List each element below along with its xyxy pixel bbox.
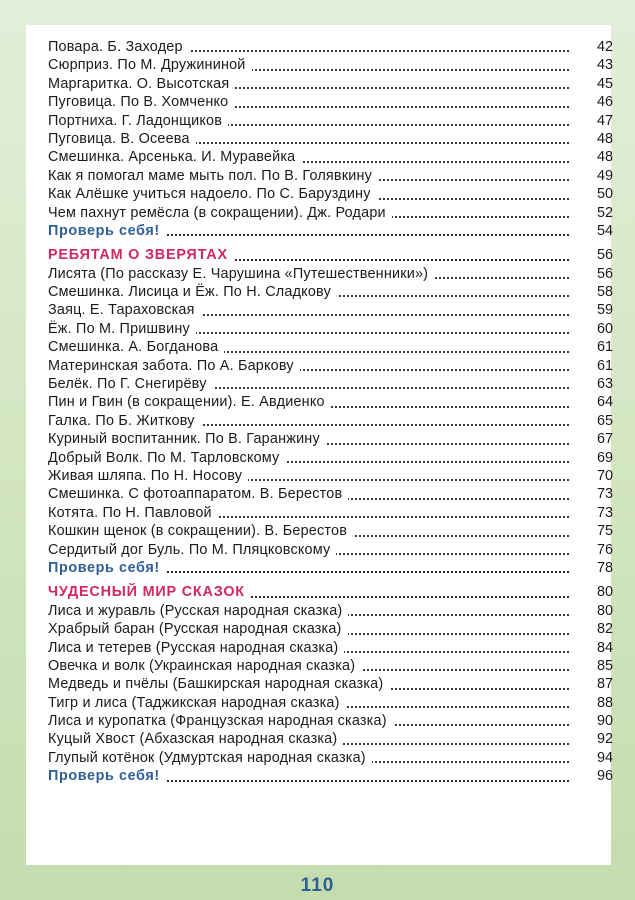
entry-title: Проверь себя! (48, 767, 166, 785)
entry-page: 70 (596, 467, 613, 484)
entry-page: 80 (596, 584, 613, 601)
toc-entry (48, 712, 613, 730)
entry-title: Куриный воспитанник. По В. Гаранжину (48, 430, 326, 448)
entry-title: Чем пахнут ремёсла (в сокращении). Дж. Родари (48, 204, 392, 222)
check-yourself-entry (48, 559, 613, 577)
entry-page: 73 (596, 486, 613, 503)
toc-entry (48, 320, 613, 338)
toc-entry (48, 504, 613, 522)
toc-entry (48, 602, 613, 620)
entry-title: Лисята (По рассказу Е. Чарушина «Путешественники») (48, 265, 434, 283)
entry-title: Смешинка. С фотоаппаратом. В. Берестов (48, 485, 348, 503)
toc-entry (48, 657, 613, 675)
entry-title: Проверь себя! (48, 222, 166, 240)
toc-entry (48, 730, 613, 748)
entry-page: 85 (596, 657, 613, 674)
entry-title: Пуговица. В. Осеева (48, 130, 196, 148)
entry-title: Лиса и тетерев (Русская народная сказка) (48, 639, 344, 657)
entry-page: 56 (596, 247, 613, 264)
entry-title: Смешинка. А. Богданова (48, 338, 224, 356)
toc-entry (48, 449, 613, 467)
toc-entry (48, 130, 613, 148)
entry-title: Сюрприз. По М. Дружининой (48, 56, 252, 74)
entry-title: Сердитый дог Буль. По М. Пляцковскому (48, 541, 336, 559)
section-heading (48, 583, 613, 601)
entry-title: Портниха. Г. Ладонщиков (48, 112, 228, 130)
toc-entry (48, 485, 613, 503)
entry-page: 49 (596, 167, 613, 184)
toc-entry (48, 375, 613, 393)
entry-page: 58 (596, 284, 613, 301)
entry-page: 50 (596, 186, 613, 203)
entry-page: 69 (596, 449, 613, 466)
entry-page: 90 (596, 713, 613, 730)
entry-page: 65 (596, 412, 613, 429)
entry-title: Смешинка. Лисица и Ёж. По Н. Сладкову (48, 283, 337, 301)
section-heading (48, 246, 613, 264)
entry-title: Кошкин щенок (в сокращении). В. Берестов (48, 522, 353, 540)
toc-entry (48, 56, 613, 74)
toc-entry (48, 357, 613, 375)
entry-title: Галка. По Б. Житкову (48, 412, 201, 430)
toc-entry (48, 283, 613, 301)
entry-page: 84 (596, 639, 613, 656)
entry-page: 48 (596, 149, 613, 166)
entry-title: Котята. По Н. Павловой (48, 504, 218, 522)
entry-title: Лиса и куропатка (Французская народная сказка) (48, 712, 393, 730)
toc-entry (48, 430, 613, 448)
entry-page: 92 (596, 731, 613, 748)
entry-page: 45 (596, 75, 613, 92)
toc-entry (48, 93, 613, 111)
entry-page: 47 (596, 112, 613, 129)
toc-entry (48, 112, 613, 130)
entry-page: 61 (596, 339, 613, 356)
entry-title: Глупый котёнок (Удмуртская народная сказка) (48, 749, 372, 767)
toc-entry (48, 265, 613, 283)
toc-entry (48, 204, 613, 222)
entry-page: 73 (596, 504, 613, 521)
entry-page: 80 (596, 602, 613, 619)
entry-page: 61 (596, 357, 613, 374)
entry-page: 88 (596, 694, 613, 711)
toc-entry (48, 38, 613, 56)
toc-entry (48, 167, 613, 185)
entry-page: 46 (596, 94, 613, 111)
check-yourself-entry (48, 767, 613, 785)
toc-entry (48, 749, 613, 767)
toc-entry (48, 301, 613, 319)
entry-title: Куцый Хвост (Абхазская народная сказка) (48, 730, 343, 748)
entry-title: Заяц. Е. Тараховская (48, 301, 201, 319)
entry-page: 87 (596, 676, 613, 693)
entry-page: 78 (596, 559, 613, 576)
entry-page: 96 (596, 768, 613, 785)
entry-title: Тигр и лиса (Таджикская народная сказка) (48, 694, 346, 712)
toc-entry (48, 148, 613, 166)
entry-title: ЧУДЕСНЫЙ МИР СКАЗОК (48, 583, 251, 601)
entry-title: Смешинка. Арсенька. И. Муравейка (48, 148, 301, 166)
toc-entry (48, 75, 613, 93)
entry-page: 60 (596, 320, 613, 337)
entry-title: Белёк. По Г. Снегирёву (48, 375, 213, 393)
entry-page: 54 (596, 222, 613, 239)
entry-title: Как я помогал маме мыть пол. По В. Голявкину (48, 167, 378, 185)
entry-title: Храбрый баран (Русская народная сказка) (48, 620, 348, 638)
entry-page: 42 (596, 39, 613, 55)
entry-page: 67 (596, 431, 613, 448)
toc-entry (48, 639, 613, 657)
entry-title: Пуговица. По В. Хомченко (48, 93, 234, 111)
toc-entry (48, 412, 613, 430)
entry-page: 56 (596, 265, 613, 282)
toc-entry (48, 620, 613, 638)
entry-title: Медведь и пчёлы (Башкирская народная сказка) (48, 675, 389, 693)
entry-page: 59 (596, 302, 613, 319)
entry-title: Маргаритка. О. Высотская (48, 75, 235, 93)
toc-entry (48, 694, 613, 712)
entry-page: 43 (596, 57, 613, 74)
toc-entry (48, 338, 613, 356)
entry-title: Проверь себя! (48, 559, 166, 577)
page-number: 110 (300, 875, 335, 896)
entry-page: 52 (596, 204, 613, 221)
entry-page: 48 (596, 130, 613, 147)
entry-title: Материнская забота. По А. Баркову (48, 357, 300, 375)
entry-page: 63 (596, 376, 613, 393)
toc-entry (48, 467, 613, 485)
toc-entry (48, 522, 613, 540)
entry-title: Добрый Волк. По М. Тарловскому (48, 449, 285, 467)
entry-page: 82 (596, 621, 613, 638)
entry-page: 75 (596, 523, 613, 540)
entry-title: Живая шляпа. По Н. Носову (48, 467, 248, 485)
entry-title: РЕБЯТАМ О ЗВЕРЯТАХ (48, 246, 234, 264)
entry-title: Овечка и волк (Украинская народная сказка) (48, 657, 361, 675)
entry-title: Пин и Гвин (в сокращении). Е. Авдиенко (48, 393, 331, 411)
table-of-contents (48, 38, 613, 786)
entry-title: Лиса и журавль (Русская народная сказка) (48, 602, 348, 620)
entry-page: 64 (596, 394, 613, 411)
entry-page: 76 (596, 541, 613, 558)
toc-entry (48, 393, 613, 411)
check-yourself-entry (48, 222, 613, 240)
toc-entry (48, 185, 613, 203)
entry-title: Как Алёшке учиться надоело. По С. Баруздину (48, 185, 377, 203)
entry-title: Ёж. По М. Пришвину (48, 320, 196, 338)
entry-page: 94 (596, 749, 613, 766)
toc-entry (48, 675, 613, 693)
toc-entry (48, 541, 613, 559)
entry-title: Повара. Б. Заходер (48, 38, 189, 56)
